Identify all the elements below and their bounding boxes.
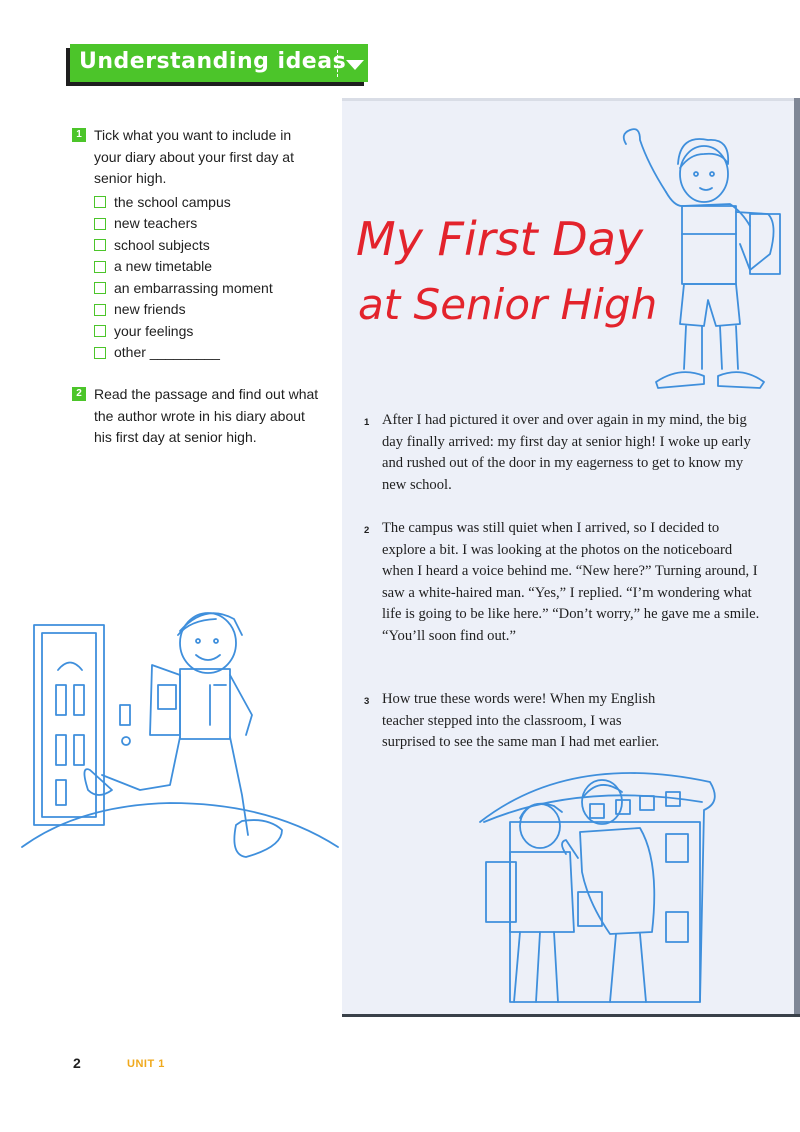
- story-title-line-2: at Senior High: [358, 280, 658, 329]
- story-title-line-1: My First Day: [356, 212, 644, 266]
- checkbox[interactable]: [94, 282, 106, 294]
- paragraph-1: [364, 410, 764, 496]
- checkbox[interactable]: [94, 196, 106, 208]
- checklist-item[interactable]: an embarrassing moment: [94, 278, 322, 300]
- page-number: 2: [73, 1055, 81, 1071]
- checklist-item[interactable]: the school campus: [94, 192, 322, 214]
- checklist-item[interactable]: new friends: [94, 299, 322, 321]
- task-1: [72, 125, 322, 364]
- panel-bottom-edge: [342, 1014, 800, 1017]
- paragraph-number: 2: [364, 525, 370, 536]
- checkbox[interactable]: [94, 239, 106, 251]
- header-divider: [337, 50, 339, 77]
- task-2-instruction: Read the passage and find out what the author wrote in his diary about his first day at senior high.: [94, 386, 319, 445]
- checklist-item[interactable]: a new timetable: [94, 256, 322, 278]
- task-2: [72, 384, 322, 449]
- checklist-item[interactable]: new teachers: [94, 213, 322, 235]
- section-title: Understanding ideas: [79, 49, 347, 74]
- task-number-badge: 2: [72, 387, 86, 401]
- paragraph-number: 3: [364, 696, 370, 707]
- panel-right-edge: [794, 98, 800, 1016]
- checkbox[interactable]: [94, 261, 106, 273]
- task-1-instruction: Tick what you want to include in your diary about your first day at senior high.: [94, 127, 294, 186]
- panel-top-edge: [342, 98, 800, 101]
- checkbox[interactable]: [94, 304, 106, 316]
- waving-boy-illustration: [600, 114, 790, 399]
- checklist-item[interactable]: other _________: [94, 342, 322, 364]
- section-header: [70, 44, 368, 82]
- paragraph-text: After I had pictured it over and over again in my mind, the big day finally arrived: my first day at senior high! I woke up early and rushed out of the door in my eagerness to get to know my new school.: [382, 412, 751, 493]
- checklist-item[interactable]: school subjects: [94, 235, 322, 257]
- task-number-badge: 1: [72, 128, 86, 142]
- checkbox[interactable]: [94, 218, 106, 230]
- paragraph-text: How true these words were! When my English teacher stepped into the classroom, I was surprised to see the same man I had met earlier.: [382, 691, 660, 751]
- checkbox[interactable]: [94, 325, 106, 337]
- boy-leaving-door-illustration: [20, 585, 340, 875]
- noticeboard-scene-illustration: [470, 762, 730, 1012]
- paragraph-3: [364, 689, 744, 754]
- checkbox[interactable]: [94, 347, 106, 359]
- chevron-down-icon[interactable]: [346, 60, 364, 70]
- checklist-item[interactable]: your feelings: [94, 321, 322, 343]
- checklist: [94, 192, 322, 364]
- paragraph-number: 1: [364, 417, 370, 428]
- paragraph-text: The campus was still quiet when I arrived, so I decided to explore a bit. I was looking at the photos on the noticeboard when I heard a voice behind me. “New here?” Turning around, I saw a white-haired man. “Yes,” I replied. “I’m wondering what life is going to be like here.” “Don’t worry,” he gave me a smile. “You’ll soon find out.”: [382, 520, 760, 644]
- unit-label: UNIT 1: [127, 1058, 165, 1070]
- paragraph-2: [364, 518, 764, 648]
